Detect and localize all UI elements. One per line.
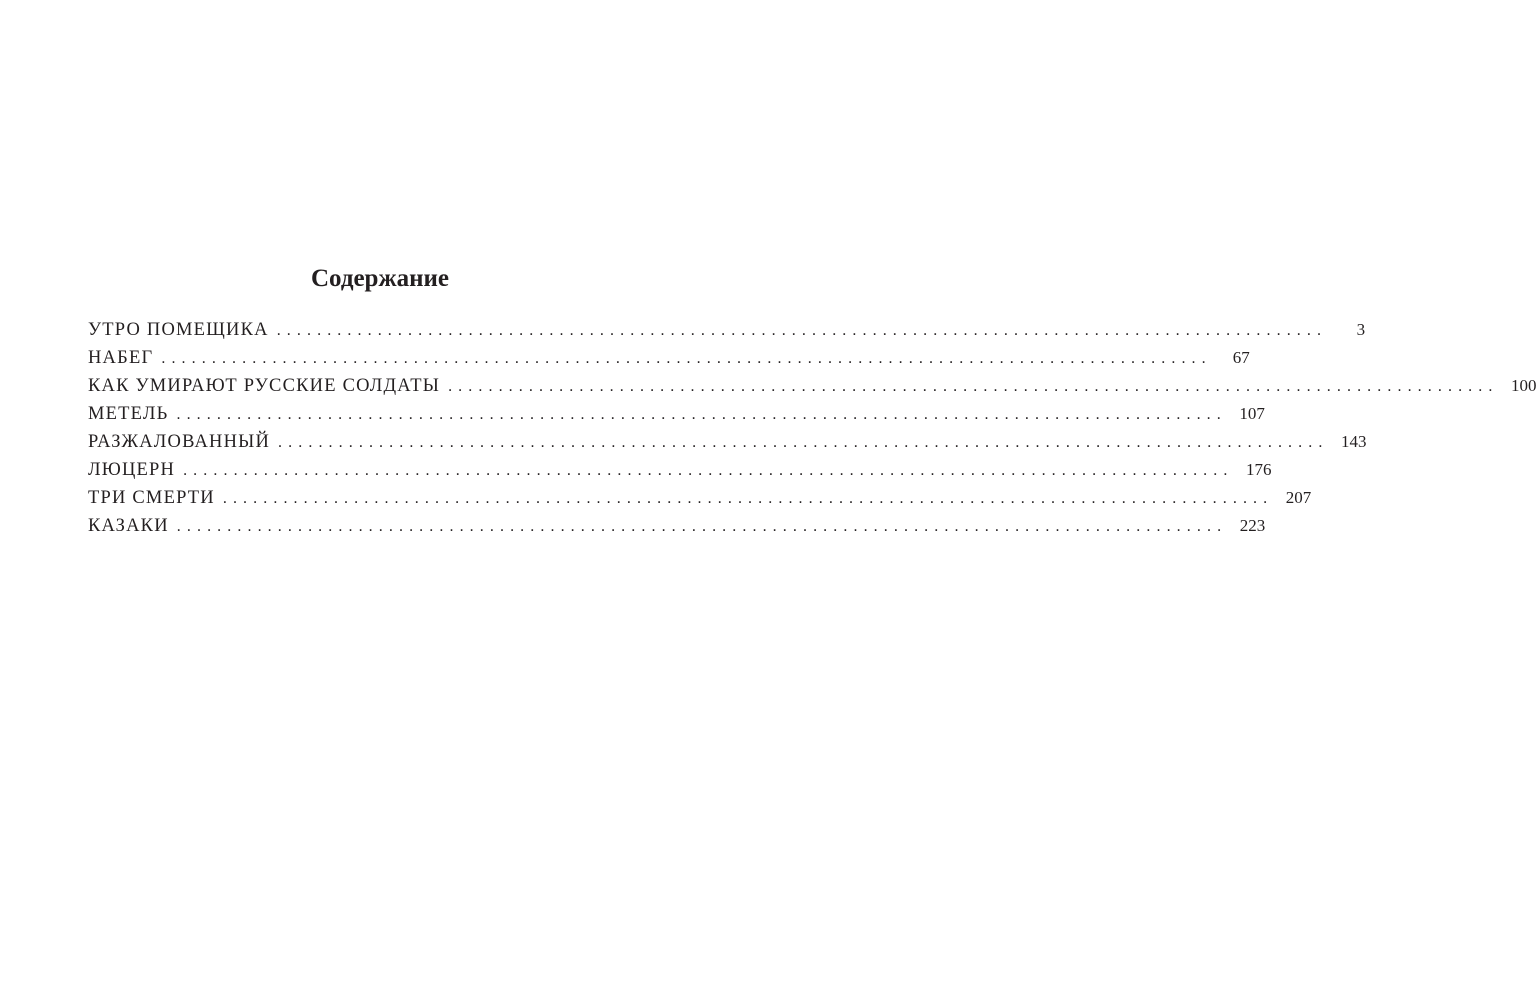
toc-page-number: 143 <box>1340 432 1367 451</box>
toc-entry <box>88 344 1250 372</box>
toc-dot-leader: ........................................................................................................ <box>183 462 1234 479</box>
toc-entry <box>88 316 1366 344</box>
table-of-contents <box>88 316 1536 540</box>
toc-entry <box>88 400 1265 428</box>
toc-entry-title: ТРИ СМЕРТИ <box>88 488 215 508</box>
toc-entry-title: КАК УМИРАЮТ РУССКИЕ СОЛДАТЫ <box>88 376 441 396</box>
toc-dot-leader: ........................................................................................................ <box>278 434 1329 451</box>
toc-dot-leader: ........................................................................................................ <box>176 406 1227 423</box>
toc-entry <box>88 484 1312 512</box>
toc-entry <box>88 512 1266 540</box>
toc-entry-title: НАБЕГ <box>88 348 154 368</box>
toc-page-number: 67 <box>1232 348 1250 367</box>
toc-entry-title: РАЗЖАЛОВАННЫЙ <box>88 432 271 452</box>
toc-dot-leader: ........................................................................................................ <box>276 322 1328 339</box>
toc-page-number: 176 <box>1245 460 1272 479</box>
toc-page-number: 107 <box>1239 404 1265 423</box>
toc-entry-title: МЕТЕЛЬ <box>88 404 169 424</box>
toc-page-number: 207 <box>1285 488 1312 507</box>
toc-dot-leader: ........................................................................................................ <box>176 518 1228 535</box>
toc-page-number: 3 <box>1356 320 1366 339</box>
toc-entry <box>88 456 1272 484</box>
toc-dot-leader: ........................................................................................................ <box>448 378 1499 395</box>
toc-dot-leader: ........................................................................................................ <box>161 350 1212 367</box>
page-title: Содержание <box>310 265 449 292</box>
toc-entry <box>88 372 1536 400</box>
toc-entry-title: КАЗАКИ <box>88 516 169 536</box>
toc-page-number: 223 <box>1239 516 1266 535</box>
toc-entry-title: ЛЮЦЕРН <box>88 460 176 480</box>
toc-entry <box>88 428 1367 456</box>
toc-entry-title: УТРО ПОМЕЩИКА <box>88 320 269 340</box>
toc-dot-leader: ........................................................................................................ <box>222 490 1274 507</box>
toc-page-number: 100 <box>1510 376 1536 395</box>
